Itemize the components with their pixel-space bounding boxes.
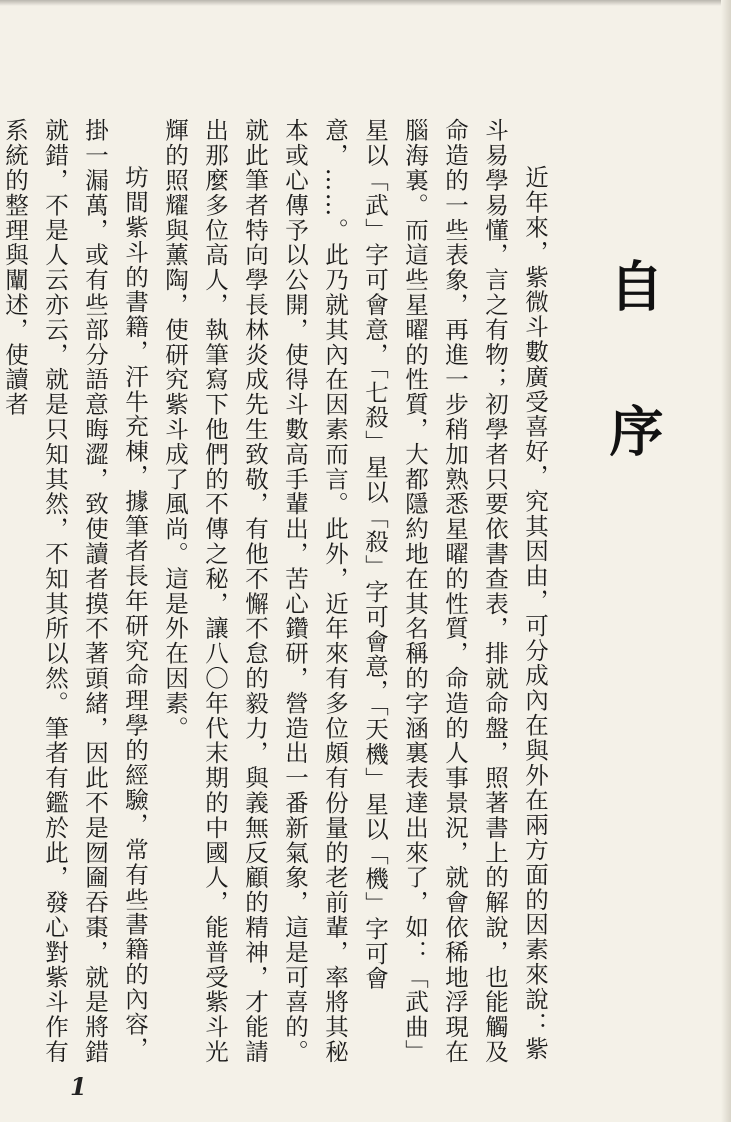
page-title: 自 序 <box>601 258 665 493</box>
page-number: 1 <box>70 1072 87 1101</box>
paragraph-1: 近年來，紫微斗數廣受喜好，究其因由，可分成內在與外在兩方面的因素來說：紫斗易學易懂，言之有物；初學者只要依書查表，排就命盤，照著書上的解說，也能觸及命造的一些表象，再進一步稍加熟悉星曜的性質，命造的人事景況，就會依稀地浮現在腦海裏。而這些星曜的性質，大都隱約地在其名稱的字涵裏表達出來了，如：「武曲」星以「武」字可會意，「七殺」星以「殺」字可會意，「天機」星以「機」字可會意，……。此乃就其內在因素而言。此外，近年來有多位頗有份量的老前輩，率將其秘本或心傳予以公開，使得斗數高手輩出，苦心鑽研，營造出一番新氣象，這是可喜的。就此筆者特向學長林炎成先生致敬，有他不懈不怠的毅力，與義無反顧的精神，才能請出那麼多位高人，執筆寫下他們的不傳之秘，讓八〇年代末期的中國人，能普受紫斗光輝的照耀與薰陶，使研究紫斗成了風尚。這是外在因素。 <box>161 118 549 1065</box>
page-right-edge <box>721 0 731 1122</box>
page-top-edge <box>0 0 731 6</box>
preface-body <box>0 118 555 1080</box>
paragraph-2: 坊間紫斗的書籍，汗牛充棟，據筆者長年研究命理學的經驗，常有些書籍的內容，掛一漏萬，或有些部分語意晦澀，致使讀者摸不著頭緒，因此不是囫圇吞棗，就是將錯就錯，不是人云亦云，就是只知其然，不知其所以然。筆者有鑑於此，發心對紫斗作有系統的整理與闡述，使讀者 <box>1 118 149 1065</box>
